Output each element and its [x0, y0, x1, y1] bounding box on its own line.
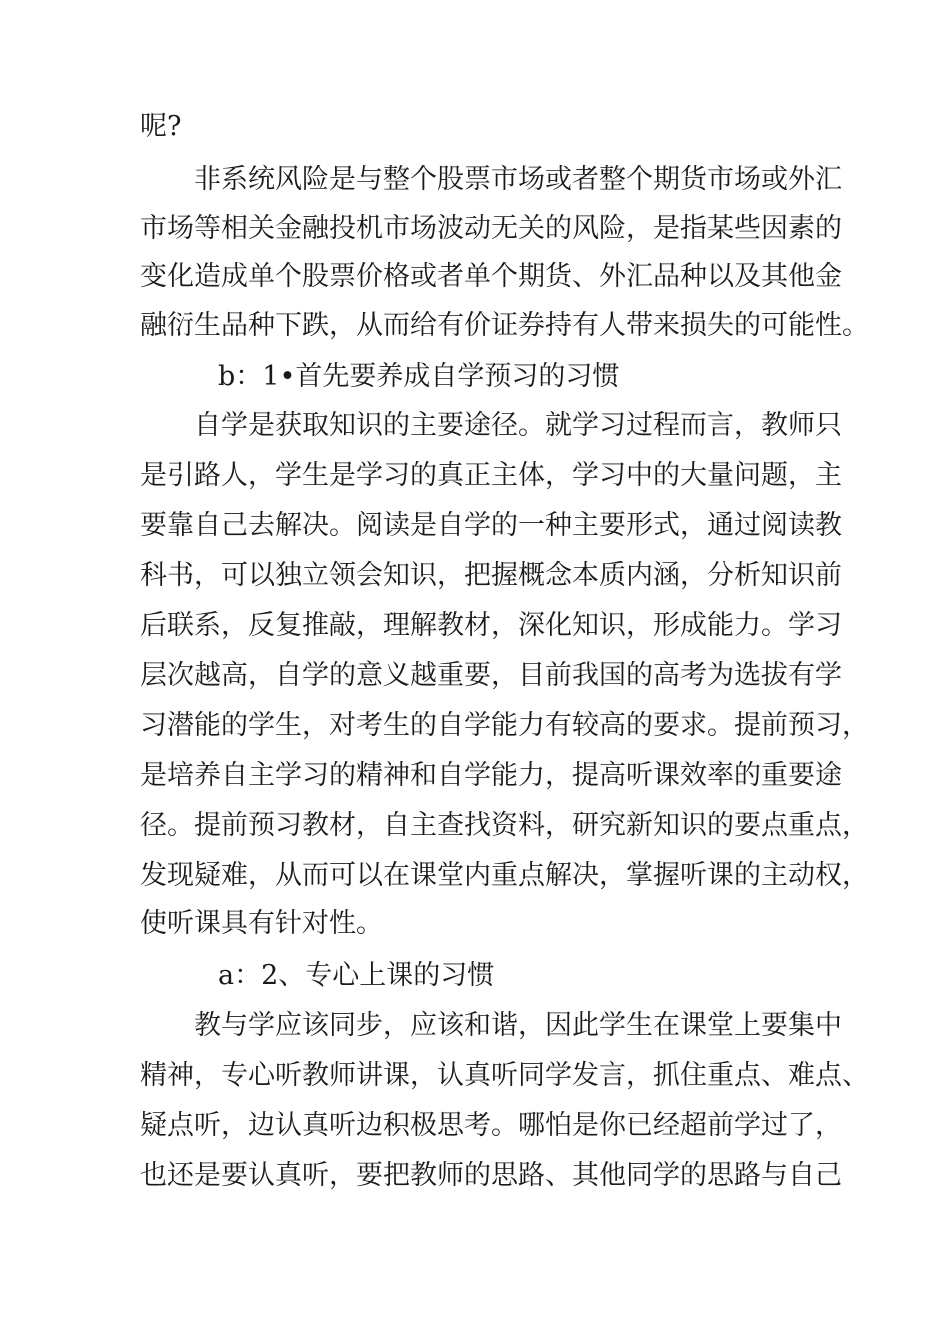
text-line-8: 是引路人，学生是学习的真正主体，学习中的大量问题，主 — [140, 460, 842, 491]
text-line-3: 市场等相关金融投机市场波动无关的风险，是指某些因素的 — [140, 213, 842, 244]
text-line-15: 径。提前预习教材，自主查找资料，研究新知识的要点重点， — [140, 810, 869, 841]
text-line-22: 也还是要认真听，要把教师的思路、其他同学的思路与自己 — [140, 1160, 842, 1191]
text-line-20: 精神，专心听教师讲课，认真听同学发言，抓住重点、难点、 — [140, 1060, 869, 1091]
section-heading-b: b：1•首先要养成自学预习的习惯 — [218, 361, 620, 392]
text-line-17: 使听课具有针对性。 — [140, 908, 383, 939]
text-line-21: 疑点听，边认真听边积极思考。哪怕是你已经超前学过了， — [140, 1110, 842, 1141]
text-line-10: 科书，可以独立领会知识，把握概念本质内涵，分析知识前 — [140, 560, 842, 591]
text-line-11: 后联系，反复推敲，理解教材，深化知识，形成能力。学习 — [140, 610, 842, 641]
text-line-19: 教与学应该同步，应该和谐，因此学生在课堂上要集中 — [194, 1010, 842, 1041]
text-line-7: 自学是获取知识的主要途径。就学习过程而言，教师只 — [194, 410, 842, 441]
text-line-2: 非系统风险是与整个股票市场或者整个期货市场或外汇 — [194, 164, 842, 195]
text-line-1: 呢? — [140, 111, 182, 142]
text-line-5: 融衍生品种下跌，从而给有价证券持有人带来损失的可能性。 — [140, 310, 869, 341]
text-line-4: 变化造成单个股票价格或者单个期货、外汇品种以及其他金 — [140, 261, 842, 292]
text-line-12: 层次越高，自学的意义越重要，目前我国的高考为选拔有学 — [140, 660, 842, 691]
section-heading-a: a：2、专心上课的习惯 — [218, 960, 495, 991]
text-line-16: 发现疑难，从而可以在课堂内重点解决，掌握听课的主动权， — [140, 860, 869, 891]
text-line-13: 习潜能的学生，对考生的自学能力有较高的要求。提前预习， — [140, 710, 869, 741]
text-line-14: 是培养自主学习的精神和自学能力，提高听课效率的重要途 — [140, 760, 842, 791]
text-line-9: 要靠自己去解决。阅读是自学的一种主要形式，通过阅读教 — [140, 510, 842, 541]
